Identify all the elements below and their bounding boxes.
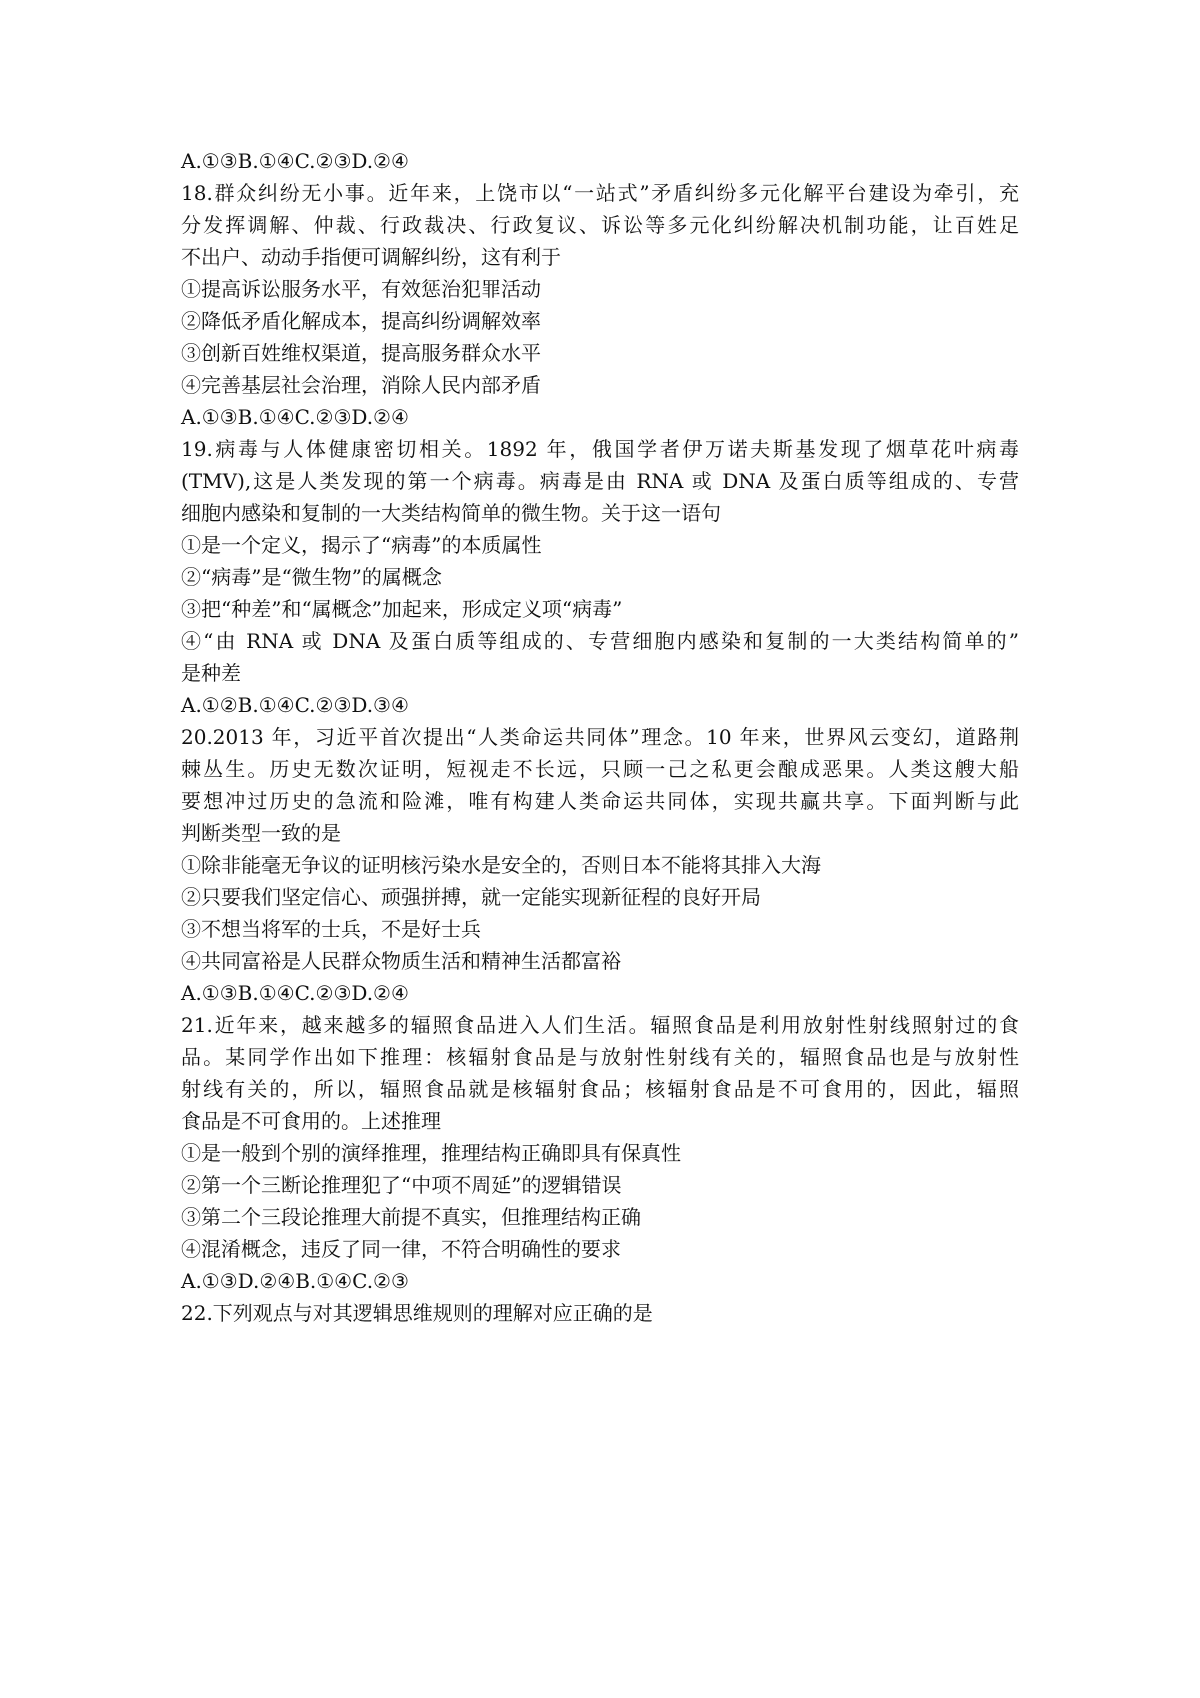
question-stem-line: 品。某同学作出如下推理：核辐射食品是与放射性射线有关的，辐照食品也是与放射性 xyxy=(181,1045,1019,1069)
question-21 xyxy=(181,1009,1019,1297)
statement-item: ①提高诉讼服务水平，有效惩治犯罪活动 xyxy=(181,277,541,301)
question-stem-line: 食品是不可食用的。上述推理 xyxy=(181,1109,441,1133)
statement-item: ③第二个三段论推理大前提不真实，但推理结构正确 xyxy=(181,1205,641,1229)
question-stem-line: 18.群众纠纷无小事。近年来，上饶市以“一站式”矛盾纠纷多元化解平台建设为牵引，充 xyxy=(181,181,1019,205)
question-stem-line: 棘丛生。历史无数次证明，短视走不长远，只顾一己之私更会酿成恶果。人类这艘大船 xyxy=(181,757,1019,781)
question-stem-line: 射线有关的，所以，辐照食品就是核辐射食品；核辐射食品是不可食用的，因此，辐照 xyxy=(181,1077,1019,1101)
statement-item: ③不想当将军的士兵，不是好士兵 xyxy=(181,917,481,941)
question-18 xyxy=(181,177,1019,433)
statement-item: ①是一般到个别的演绎推理，推理结构正确即具有保真性 xyxy=(181,1141,681,1165)
question-22 xyxy=(181,1297,1019,1329)
answer-options: A.①②B.①④C.②③D.③④ xyxy=(181,693,409,717)
document-page xyxy=(181,145,1019,1329)
statement-item-continued: 是种差 xyxy=(181,661,241,685)
answer-options: A.①③B.①④C.②③D.②④ xyxy=(181,405,409,429)
statement-item: ③创新百姓维权渠道，提高服务群众水平 xyxy=(181,341,541,365)
statement-item: ②只要我们坚定信心、顽强拼搏，就一定能实现新征程的良好开局 xyxy=(181,885,761,909)
question-stem-line: 20.2013 年，习近平首次提出“人类命运共同体”理念。10 年来，世界风云变幻，道路荆 xyxy=(181,725,1019,749)
question-stem-line: 22.下列观点与对其逻辑思维规则的理解对应正确的是 xyxy=(181,1301,653,1325)
question-stem-line: 不出户、动动手指便可调解纠纷，这有利于 xyxy=(181,245,561,269)
question-20 xyxy=(181,721,1019,1009)
statement-item: ③把“种差”和“属概念”加起来，形成定义项“病毒” xyxy=(181,597,623,621)
previous-question-options: A.①③B.①④C.②③D.②④ xyxy=(181,149,409,173)
statement-item: ④完善基层社会治理，消除人民内部矛盾 xyxy=(181,373,541,397)
answer-options: A.①③B.①④C.②③D.②④ xyxy=(181,981,409,1005)
question-stem-line: 分发挥调解、仲裁、行政裁决、行政复议、诉讼等多元化纠纷解决机制功能，让百姓足 xyxy=(181,213,1019,237)
question-stem-line: 19.病毒与人体健康密切相关。1892 年，俄国学者伊万诺夫斯基发现了烟草花叶病毒 xyxy=(181,437,1019,461)
statement-item: ②第一个三断论推理犯了“中项不周延”的逻辑错误 xyxy=(181,1173,622,1197)
statement-item: ①除非能毫无争议的证明核污染水是安全的，否则日本不能将其排入大海 xyxy=(181,853,821,877)
statement-item: ④混淆概念，违反了同一律，不符合明确性的要求 xyxy=(181,1237,621,1261)
question-19 xyxy=(181,433,1019,721)
question-stem-line: 要想冲过历史的急流和险滩，唯有构建人类命运共同体，实现共赢共享。下面判断与此 xyxy=(181,789,1019,813)
statement-item: ②“病毒”是“微生物”的属概念 xyxy=(181,565,442,589)
statement-item: ④“由 RNA 或 DNA 及蛋白质等组成的、专营细胞内感染和复制的一大类结构简单的” xyxy=(181,629,1019,653)
question-stem-line: 21.近年来，越来越多的辐照食品进入人们生活。辐照食品是利用放射性射线照射过的食 xyxy=(181,1013,1019,1037)
answer-options: A.①③D.②④B.①④C.②③ xyxy=(181,1269,409,1293)
question-stem-line: (TMV),这是人类发现的第一个病毒。病毒是由 RNA 或 DNA 及蛋白质等组成的、专营 xyxy=(181,469,1019,493)
question-stem-line: 细胞内感染和复制的一大类结构简单的微生物。关于这一语句 xyxy=(181,501,721,525)
question-stem-line: 判断类型一致的是 xyxy=(181,821,341,845)
statement-item: ②降低矛盾化解成本，提高纠纷调解效率 xyxy=(181,309,541,333)
statement-item: ①是一个定义，揭示了“病毒”的本质属性 xyxy=(181,533,542,557)
statement-item: ④共同富裕是人民群众物质生活和精神生活都富裕 xyxy=(181,949,621,973)
